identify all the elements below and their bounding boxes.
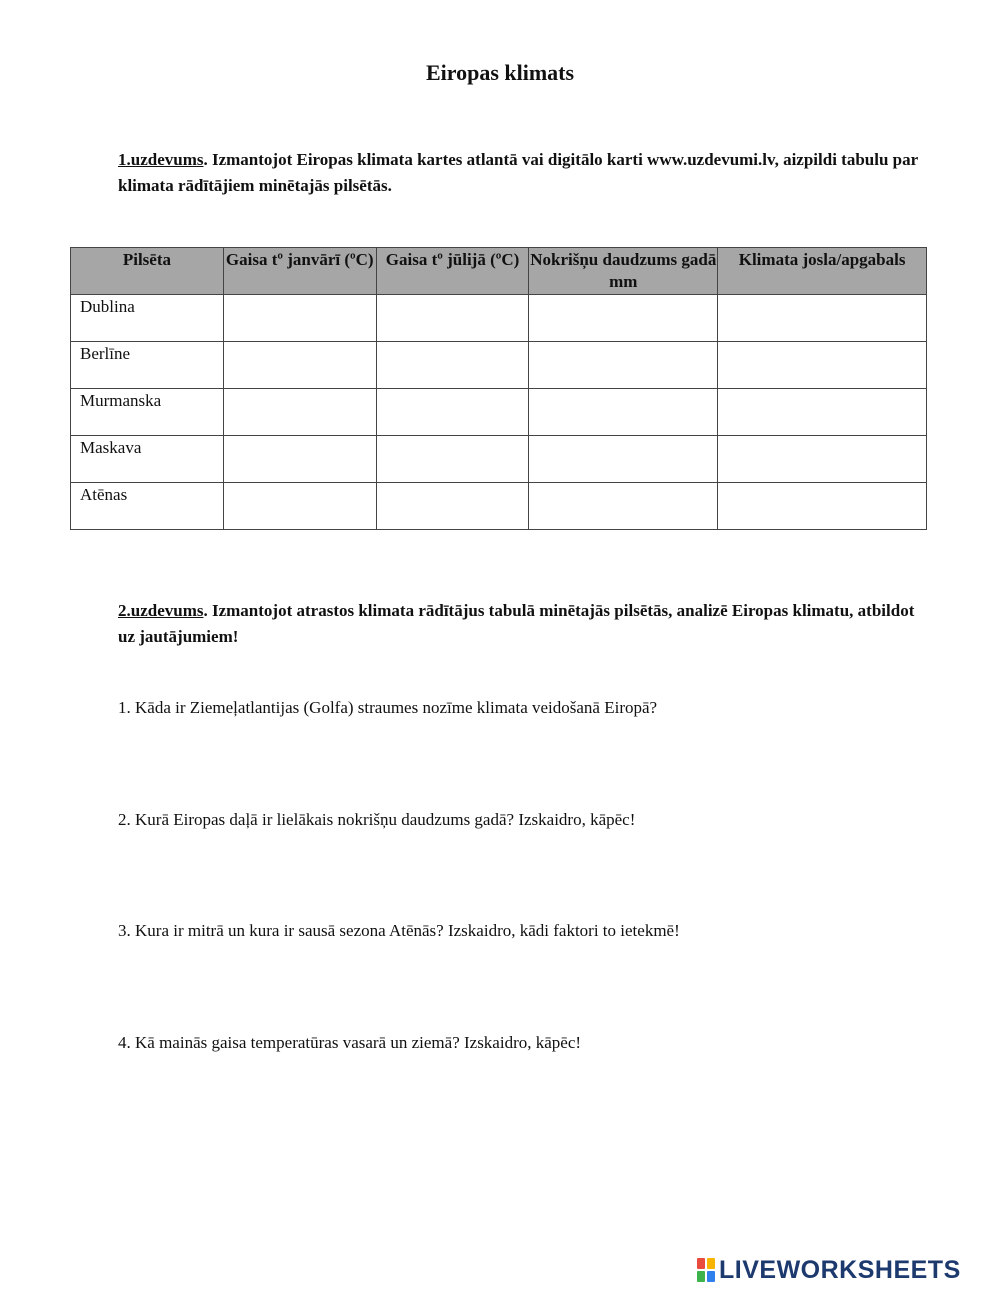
liveworksheets-logo [697,1256,961,1284]
header-city: Pilsēta [71,248,224,295]
header-july-temp: Gaisa tº jūlijā (ºC) [376,248,529,295]
city-cell: Dublina [71,295,224,342]
logo-text: LIVEWORKSHEETS [719,1255,961,1284]
task-1-instructions [118,147,918,199]
header-precipitation: Nokrišņu daudzums gadā mm [529,248,718,295]
january-temp-input[interactable] [223,295,376,342]
task-1-label: 1.uzdevums [118,150,204,169]
page-title: Eiropas klimats [425,60,575,85]
task-2-instructions [118,598,918,650]
precipitation-input[interactable] [529,436,718,483]
table-row [71,436,927,483]
table-header-row [71,248,927,295]
table-row [71,389,927,436]
climate-zone-input[interactable] [718,295,927,342]
task-1-text: . Izmantojot Eiropas klimata kartes atlantā vai digitālo karti www.uzdevumi.lv, aizpildi tabulu par klimata rādītājiem minētajās pilsētās. [118,150,918,195]
january-temp-input[interactable] [223,389,376,436]
logo-blocks-icon [697,1258,715,1282]
precipitation-input[interactable] [529,295,718,342]
question-1: 1. Kāda ir Ziemeļatlantijas (Golfa) straumes nozīme klimata veidošanā Eiropā? [118,698,658,717]
july-temp-input[interactable] [376,295,529,342]
question-4: 4. Kā mainās gaisa temperatūras vasarā un ziemā? Izskaidro, kāpēc! [118,1033,582,1052]
city-cell: Atēnas [71,483,224,530]
header-climate-zone: Klimata josla/apgabals [718,248,927,295]
city-cell: Berlīne [71,342,224,389]
task-2-text: . Izmantojot atrastos klimata rādītājus tabulā minētajās pilsētās, analizē Eiropas klimatu, atbildot uz jautājumiem! [118,601,915,646]
january-temp-input[interactable] [223,483,376,530]
task-2-label: 2.uzdevums [118,601,204,620]
table-row [71,342,927,389]
table-row [71,483,927,530]
climate-zone-input[interactable] [718,389,927,436]
precipitation-input[interactable] [529,389,718,436]
january-temp-input[interactable] [223,436,376,483]
precipitation-input[interactable] [529,483,718,530]
question-2: 2. Kurā Eiropas daļā ir lielākais nokrišņu daudzums gadā? Izskaidro, kāpēc! [118,810,636,829]
city-cell: Maskava [71,436,224,483]
header-january-temp: Gaisa tº janvārī (ºC) [223,248,376,295]
july-temp-input[interactable] [376,342,529,389]
table-row [71,295,927,342]
climate-zone-input[interactable] [718,342,927,389]
question-3: 3. Kura ir mitrā un kura ir sausā sezona Atēnās? Izskaidro, kādi faktori to ietekmē! [118,921,680,940]
july-temp-input[interactable] [376,483,529,530]
january-temp-input[interactable] [223,342,376,389]
july-temp-input[interactable] [376,436,529,483]
climate-zone-input[interactable] [718,483,927,530]
climate-table [70,247,927,530]
july-temp-input[interactable] [376,389,529,436]
city-cell: Murmanska [71,389,224,436]
precipitation-input[interactable] [529,342,718,389]
climate-zone-input[interactable] [718,436,927,483]
